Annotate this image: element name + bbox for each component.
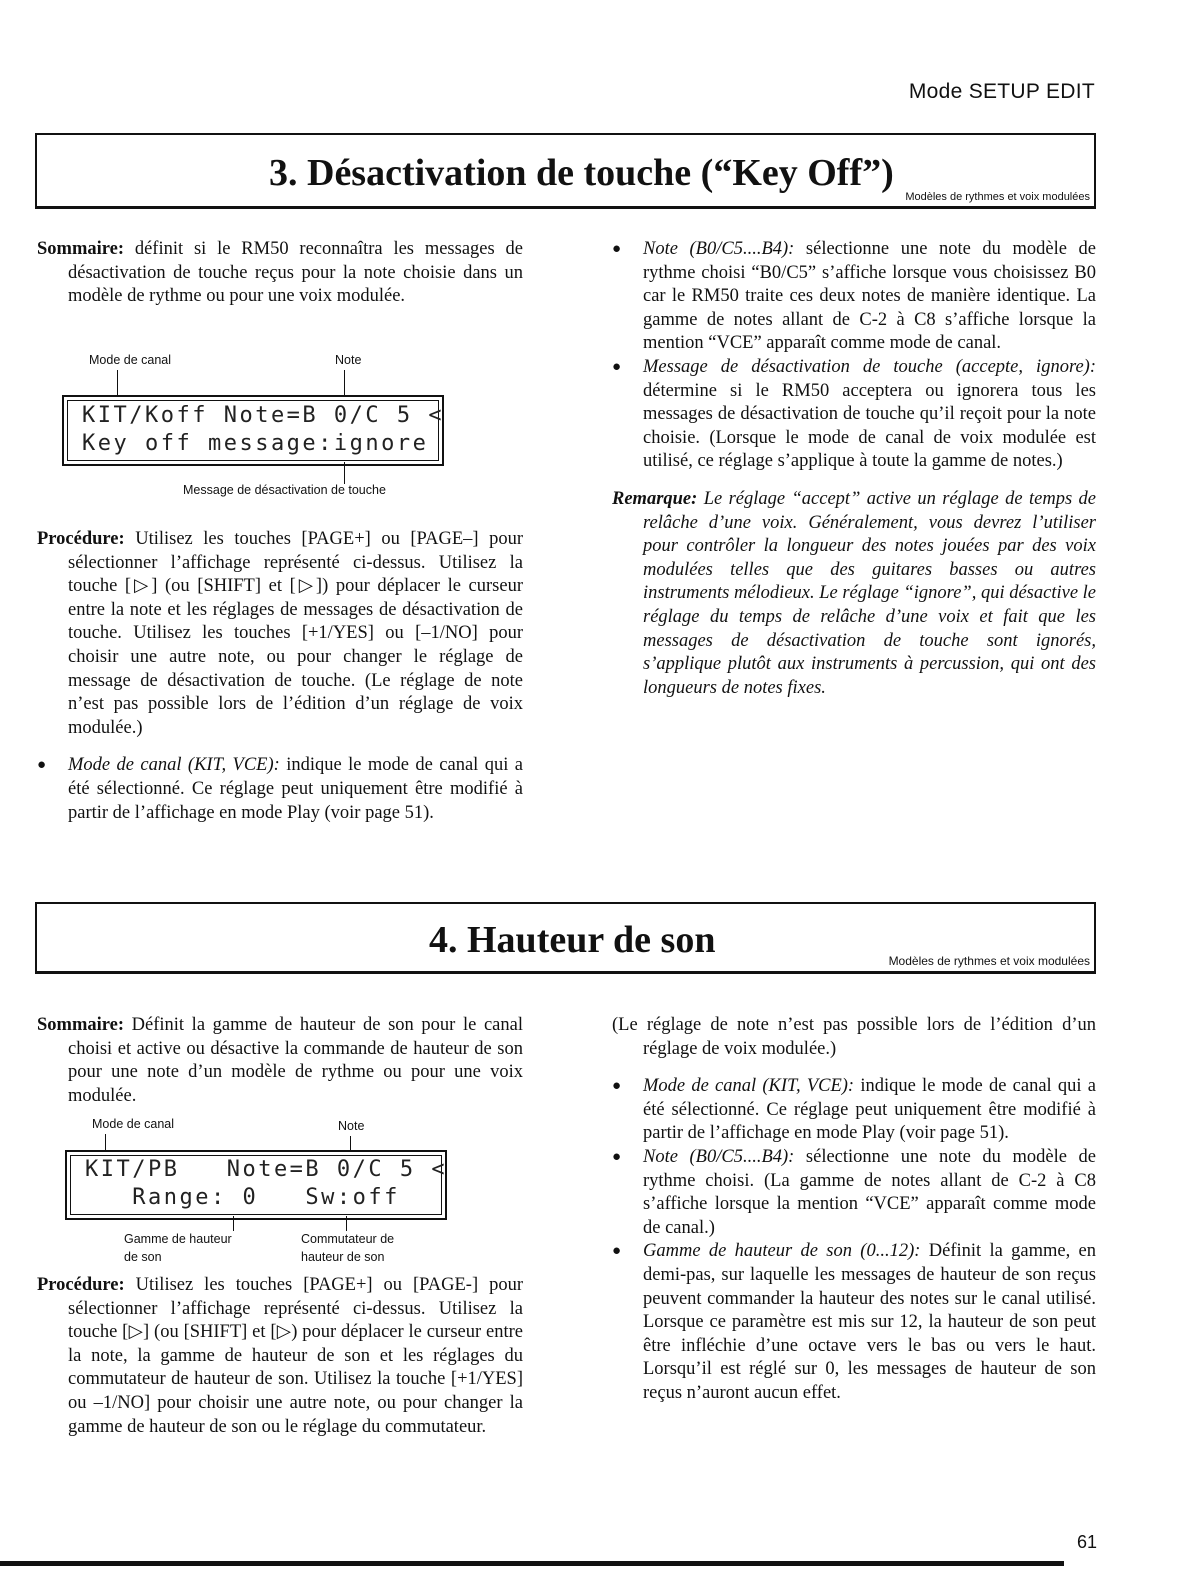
- bullet-text: indique le mode de canal qui a été sélectionné. Ce réglage peut uniquement être modifié à partir de l’affichage en mode Play (voir page 51).: [643, 1076, 1097, 1144]
- section3-right-column: [612, 238, 1096, 700]
- lcd3-pointer-keyoff: [344, 462, 345, 484]
- page-number: 61: [1076, 1532, 1097, 1552]
- bullet-text: Définit la gamme, en demi-pas, sur laquelle les messages de hauteur de son reçus peuvent commander la hauteur des notes sur le canal utilisé. Lorsque ce paramètre est mis sur 12, la hauteur de son peut être infléchie d’une octave vers le bas ou vers le haut. Lorsqu’il est réglé sur 0, les messages de hauteur de son reçus n’auront aucun effet.: [643, 1241, 1096, 1403]
- lcd4-label-channel: Mode de canal: [92, 1117, 175, 1131]
- bullet-term: Mode de canal (KIT, VCE):: [68, 755, 280, 776]
- lcd3-label-note: Note: [335, 353, 362, 367]
- lcd3-label-keyoff: Message de désactivation de touche: [183, 483, 386, 497]
- lcd4-line2: Range: 0 Sw:off: [85, 1185, 400, 1210]
- section4-summary: [37, 1014, 523, 1108]
- lcd4-label-note: Note: [338, 1119, 365, 1133]
- lcd3-line2: Key off message:ignore: [82, 431, 429, 456]
- section3-bullet-channel: [37, 754, 523, 825]
- lcd3-line1: KIT/Koff Note=B 0/C 5 <: [82, 403, 445, 428]
- lcd4-pointer-range: [233, 1216, 234, 1231]
- lcd4-line1: KIT/PB Note=B 0/C 5 <: [85, 1157, 448, 1182]
- remark-label: Remarque:: [612, 488, 698, 509]
- section3-bullet-note: [612, 238, 1096, 356]
- section3-remark: [612, 488, 1096, 700]
- lcd4-label-range: [124, 1230, 232, 1266]
- section4-right-column: [612, 1014, 1096, 1406]
- section4-bullet-channel: [612, 1075, 1096, 1146]
- bullet-text: indique le mode de canal qui a été sélectionné. Ce réglage peut uniquement être modifié à partir de l’affichage en mode Play (voir page 51).: [68, 755, 523, 823]
- section3-subtitle: Modèles de rythmes et voix modulées: [905, 191, 1090, 203]
- bullet-term: Note (B0/C5....B4):: [643, 1146, 795, 1167]
- bullet-text: détermine si le RM50 acceptera ou ignorera tous les messages de désactivation de touche qu’il reçoit pour la note choisie. (Lorsque le mode de canal de voix modulée est utilisé, ce réglage s’applique à toute la gamme de notes.): [643, 380, 1096, 472]
- lcd4-pointer-note: [350, 1136, 351, 1151]
- lcd3-label-channel: Mode de canal: [89, 353, 172, 367]
- section3-title: 3. Désactivation de touche (“Key Off”): [269, 152, 894, 194]
- lcd3-pointer-channel: [117, 370, 118, 396]
- section3-summary: [37, 238, 523, 309]
- running-header: Mode SETUP EDIT: [908, 80, 1095, 103]
- lcd4-label-switch: [301, 1230, 394, 1266]
- bullet-term: Note (B0/C5....B4):: [643, 239, 795, 259]
- lcd-display-pitchbend: [65, 1150, 447, 1220]
- section3-header-box: [35, 133, 1096, 209]
- section4-left-column-lower: [37, 1274, 523, 1439]
- switch-label-line2: hauteur de son: [301, 1250, 385, 1264]
- procedure-text: Utilisez les touches [PAGE+] ou [PAGE–] pour sélectionner l’affichage représenté ci-dessus. Utilisez la touche [▷] (ou [SHIFT] et [▷]) pour déplacer le curseur entre la note et les réglages de messages de désactivation de touche. Utilisez les touches [+1/YES] ou [–1/NO] pour choisir une autre note, ou pour changer le réglage de message de désactivation de touche. (Le réglage de note n’est pas possible lors de l’édition d’un réglage de voix modulée.): [68, 529, 523, 738]
- lcd4-pointer-channel: [105, 1134, 106, 1151]
- switch-label-line1: Commutateur de: [301, 1232, 395, 1246]
- section4-left-column: [37, 1014, 523, 1108]
- section4-bullet-note: [612, 1146, 1096, 1240]
- bullet-text: sélectionne une note du modèle de rythme choisi “B0/C5” s’affiche lorsque vous choisissez B0 car le RM50 traite ces deux notes de manière identique. La gamme de notes allant de C-2 à C8 s’affiche lorsque la mention “VCE” apparaît comme mode de canal.: [643, 239, 1096, 354]
- lcd4-pointer-switch: [346, 1216, 347, 1231]
- summary-label: Sommaire:: [37, 1015, 124, 1035]
- range-label-line2: de son: [124, 1250, 162, 1264]
- bullet-text: sélectionne une note du modèle de rythme choisi. (La gamme de notes allant de C-2 à C8 s’affiche lorsque la mention “VCE” apparaît comme mode de canal.): [643, 1146, 1096, 1238]
- procedure-label: Procédure:: [37, 1275, 125, 1295]
- section4-note-paragraph: (Le réglage de note n’est pas possible lors de l’édition d’un réglage de voix modulée.): [612, 1015, 1096, 1059]
- procedure-label: Procédure:: [37, 529, 125, 549]
- remark-text: Le réglage “accept” active un réglage de temps de relâche d’une voix. Généralement, vous devrez l’utiliser pour contrôler la longueur des notes jouées par des voix modulées telles que des guitares basses ou autres instruments mélodieux. Le réglage “ignore”, qui désactive le réglage du temps de relâche d’une voix et fait que les messages de désactivation de touche sont ignorés, s’applique plutôt aux instruments à percussion, qui ont des longueurs de notes fixes.: [643, 488, 1097, 698]
- range-label-line1: Gamme de hauteur: [124, 1232, 232, 1246]
- section4-procedure: [37, 1274, 523, 1439]
- section3-left-column: [37, 238, 523, 309]
- summary-text: définit si le RM50 reconnaîtra les messages de désactivation de touche reçus pour la note choisie dans un modèle de rythme ou pour une voix modulée.: [68, 239, 523, 307]
- bullet-term: Mode de canal (KIT, VCE):: [643, 1076, 855, 1097]
- lcd-display-keyoff: [62, 395, 444, 466]
- section3-procedure: [37, 528, 523, 740]
- summary-text: Définit la gamme de hauteur de son pour le canal choisi et active ou désactive la commande de hauteur de son pour une note d’un modèle de rythme ou pour une voix modulée.: [68, 1015, 523, 1106]
- section4-header-box: [35, 902, 1096, 974]
- section4-title: 4. Hauteur de son: [429, 919, 716, 961]
- bottom-rule: [0, 1561, 1064, 1566]
- section4-bullet-range: [612, 1240, 1096, 1405]
- section4-subtitle: Modèles de rythmes et voix modulées: [888, 954, 1090, 968]
- procedure-text: Utilisez les touches [PAGE+] ou [PAGE-] pour sélectionner l’affichage représenté ci-dessus. Utilisez la touche [▷] (ou [SHIFT] et [▷) pour déplacer le curseur entre la note, la gamme de hauteur de son et les réglages du commutateur de hauteur de son. Utilisez la touche [+1/YES] ou –1/NO] pour choisir une autre note, ou pour changer la gamme de hauteur de son ou le réglage du commutateur.: [68, 1275, 523, 1437]
- summary-label: Sommaire:: [37, 239, 124, 259]
- lcd3-pointer-note: [344, 370, 345, 396]
- section3-bullet-message: [612, 356, 1096, 474]
- bullet-term: Message de désactivation de touche (accepte, ignore):: [643, 356, 1096, 377]
- section3-left-column-lower: [37, 528, 523, 825]
- bullet-term: Gamme de hauteur de son (0...12):: [643, 1241, 921, 1262]
